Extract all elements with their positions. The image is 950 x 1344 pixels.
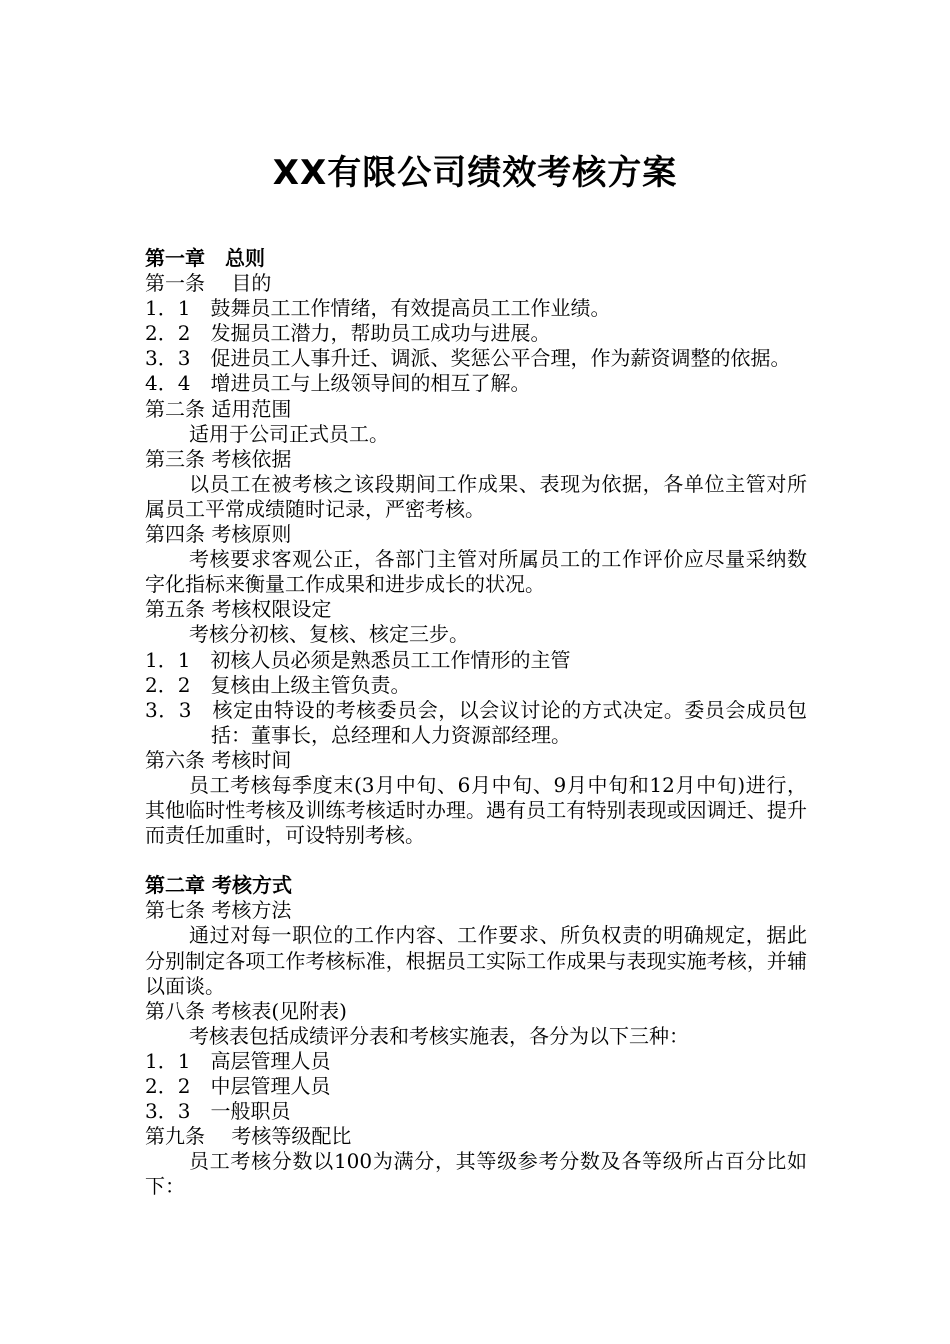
chapter-spacer xyxy=(145,848,807,873)
article-6-text: 员工考核每季度末(3月中旬、6月中旬、9月中旬和12月中旬)进行，其他临时性考核及训练考核适时办理。遇有员工有特别表现或因调迁、提升而责任加重时，可设特别考核。 xyxy=(145,772,807,848)
list-item: 1．1 初核人员必须是熟悉员工工作情形的主管 xyxy=(145,647,571,672)
list-item: 3．3 促进员工人事升迁、调派、奖惩公平合理，作为薪资调整的依据。 xyxy=(145,346,791,371)
article-4-text: 考核要求客观公正，各部门主管对所属员工的工作评价应尽量采纳数字化指标来衡量工作成果和进步成长的状况。 xyxy=(145,547,807,597)
article-4-title: 第四条 考核原则 xyxy=(145,522,292,547)
article-1-title: 第一条 目的 xyxy=(145,271,272,296)
article-9-text: 员工考核分数以100为满分，其等级参考分数及各等级所占百分比如下： xyxy=(145,1149,807,1199)
article-6-title: 第六条 考核时间 xyxy=(145,747,292,772)
article-5-text: 考核分初核、复核、核定三步。 xyxy=(189,622,469,647)
list-item: 3．3 一般职员 xyxy=(145,1099,291,1124)
document-body xyxy=(145,246,807,1199)
list-item: 2．2 中层管理人员 xyxy=(145,1074,331,1098)
article-5-title: 第五条 考核权限设定 xyxy=(145,597,332,622)
article-9-title: 第九条 考核等级配比 xyxy=(145,1124,352,1149)
article-8-text: 考核表包括成绩评分表和考核实施表，各分为以下三种： xyxy=(189,1023,689,1048)
article-3-text: 以员工在被考核之该段期间工作成果、表现为依据，各单位主管对所属员工平常成绩随时记录，严密考核。 xyxy=(145,471,807,521)
list-item: 1．1 高层管理人员 xyxy=(145,1048,331,1073)
article-3-title: 第三条 考核依据 xyxy=(145,446,292,471)
list-item: 2．2 发掘员工潜力，帮助员工成功与进展。 xyxy=(145,321,551,346)
chapter-1-heading: 第一章 总则 xyxy=(145,246,265,270)
list-item: 2．2 复核由上级主管负责。 xyxy=(145,672,411,697)
article-7-text: 通过对每一职位的工作内容、工作要求、所负权责的明确规定，据此分别制定各项工作考核标准，根据员工实际工作成果与表现实施考核，并辅以面谈。 xyxy=(145,923,807,998)
article-7-title: 第七条 考核方法 xyxy=(145,898,292,923)
list-item: 4．4 增进员工与上级领导间的相互了解。 xyxy=(145,371,531,396)
chapter-2-heading: 第二章 考核方式 xyxy=(145,873,292,898)
list-item: 3．3 核定由特设的考核委员会，以会议讨论的方式决定。委员会成员包括：董事长，总经理和人力资源部经理。 xyxy=(145,697,807,747)
article-2-title: 第二条 适用范围 xyxy=(145,396,292,421)
list-item: 1．1 鼓舞员工工作情绪，有效提高员工工作业绩。 xyxy=(145,296,611,321)
document-title: XX有限公司绩效考核方案 xyxy=(272,153,678,193)
article-2-text: 适用于公司正式员工。 xyxy=(189,421,389,446)
article-8-title: 第八条 考核表(见附表) xyxy=(145,998,347,1023)
